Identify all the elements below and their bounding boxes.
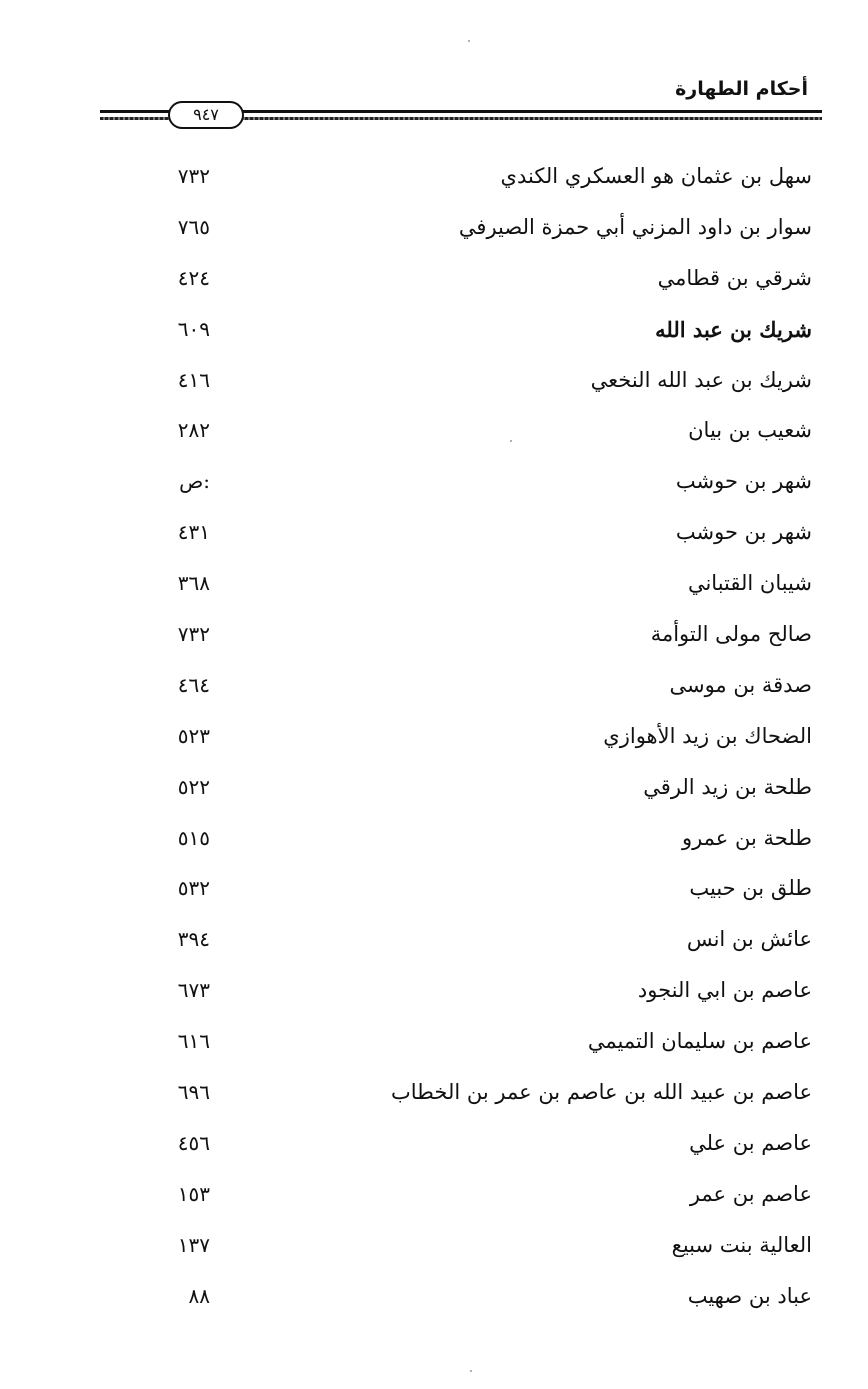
page-reference: ٤٦٤	[177, 672, 210, 697]
narrator-name: عباد بن صهيب	[687, 1283, 812, 1308]
narrator-name: شيبان القتباني	[687, 571, 812, 596]
page-reference: ٣٩٤	[177, 927, 210, 952]
list-item	[0, 1176, 868, 1227]
page-reference: ٥٣٢	[177, 876, 210, 901]
list-item	[0, 1023, 868, 1074]
list-item	[0, 565, 868, 616]
narrator-name: سوار بن داود المزني أبي حمزة الصيرفي	[458, 214, 812, 239]
page-reference: ٣٦٨	[177, 571, 210, 596]
page-reference: ٦٧٣	[177, 978, 210, 1003]
narrator-name: طلحة بن عمرو	[681, 825, 812, 850]
narrator-name: طلحة بن زيد الرقي	[643, 774, 812, 799]
narrator-name: صدقة بن موسى	[669, 672, 812, 697]
page-reference: ١٥٣	[177, 1181, 210, 1206]
narrator-name: شعيب بن بيان	[688, 418, 812, 443]
narrator-name: عاصم بن عبيد الله بن عاصم بن عمر بن الخطاب	[391, 1080, 812, 1105]
list-item	[0, 514, 868, 565]
list-item	[0, 667, 868, 718]
book-title: أحكام الطهارة	[675, 78, 808, 100]
narrator-name: شريك بن عبد الله	[655, 316, 812, 342]
list-item	[0, 260, 868, 311]
list-item	[0, 616, 868, 667]
page-reference: ٥٢٢	[177, 774, 210, 799]
scan-speck	[470, 1370, 472, 1372]
scan-speck	[510, 440, 512, 442]
narrator-name: الضحاك بن زيد الأهوازي	[603, 723, 812, 748]
page-reference: ٤٣١	[177, 520, 210, 545]
narrator-name: صالح مولى التوأمة	[650, 622, 812, 647]
list-item	[0, 921, 868, 972]
list-item	[0, 463, 868, 514]
narrator-name: عائش بن انس	[686, 927, 812, 952]
page-reference: ٤٥٦	[177, 1130, 210, 1155]
list-item	[0, 718, 868, 769]
narrator-name: طلق بن حبيب	[689, 876, 812, 901]
narrator-name: عاصم بن سليمان التميمي	[587, 1029, 812, 1054]
narrator-name: شرقي بن قطامي	[657, 265, 812, 290]
page-reference: ٥٢٣	[177, 723, 210, 748]
page-reference: ١٣٧	[177, 1232, 210, 1257]
narrator-name: سهل بن عثمان هو العسكري الكندي	[500, 164, 812, 188]
page-reference: ٦٠٩	[177, 316, 210, 341]
narrator-name: شهر بن حوشب	[675, 520, 812, 545]
running-header	[100, 72, 822, 132]
narrator-name: عاصم بن عمر	[689, 1181, 812, 1206]
list-item	[0, 820, 868, 871]
page-reference: ٤٢٤	[177, 265, 210, 290]
scan-speck	[468, 40, 470, 42]
page-reference: ٤١٦	[177, 367, 210, 392]
list-item	[0, 1278, 868, 1329]
narrator-name: عاصم بن علي	[689, 1130, 812, 1155]
narrator-index-list	[0, 158, 868, 1328]
page-reference: ٦٩٦	[177, 1080, 210, 1105]
list-item	[0, 870, 868, 921]
list-item	[0, 412, 868, 463]
list-item	[0, 158, 868, 209]
page-reference: ٧٦٥	[177, 214, 210, 239]
page-number: ٩٤٧	[168, 101, 244, 129]
list-item	[0, 209, 868, 260]
narrator-name: شهر بن حوشب	[675, 469, 812, 494]
list-item	[0, 1125, 868, 1176]
narrator-name: شريك بن عبد الله النخعي	[590, 367, 812, 392]
list-item	[0, 362, 868, 413]
list-item	[0, 769, 868, 820]
list-item	[0, 1074, 868, 1125]
page-reference: ٦١٦	[177, 1029, 210, 1054]
list-item	[0, 972, 868, 1023]
list-item	[0, 311, 868, 362]
narrator-name: عاصم بن ابي النجود	[637, 978, 812, 1003]
narrator-name: العالية بنت سبيع	[671, 1232, 812, 1257]
page-reference: ٨٨	[188, 1283, 210, 1308]
page-reference: ٥١٥	[177, 825, 210, 850]
page-reference: ٢٨٢	[177, 418, 210, 443]
page-reference: ٧٣٢	[177, 164, 210, 188]
page-reference: ٧٣٢	[177, 622, 210, 647]
list-item	[0, 1227, 868, 1278]
page-reference: ص:	[179, 469, 210, 494]
